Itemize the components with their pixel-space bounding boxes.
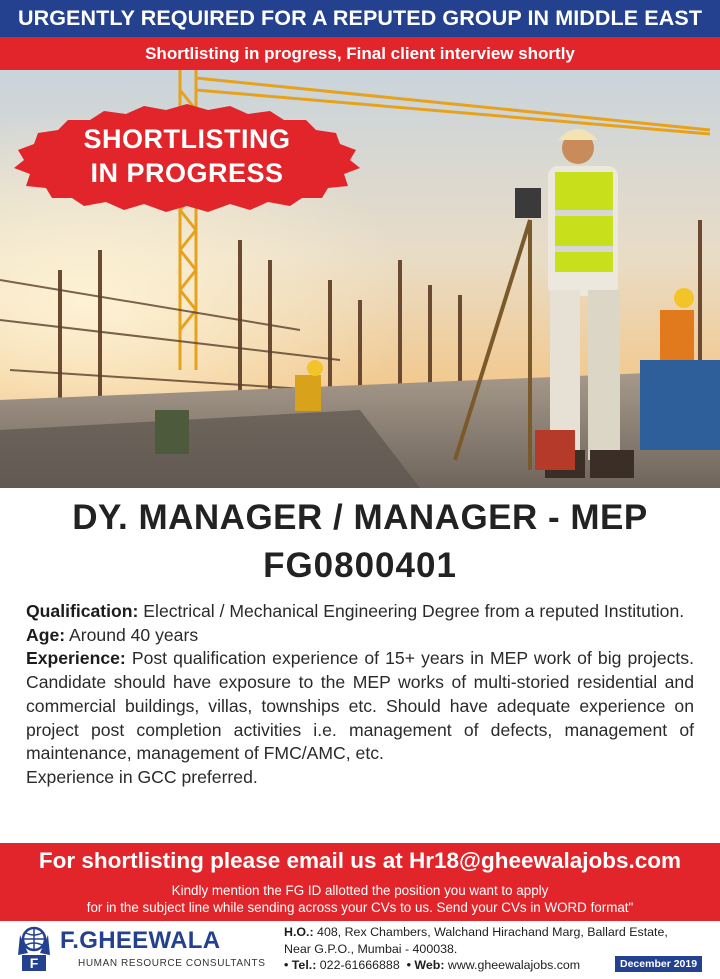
address-line-1 — [284, 924, 714, 941]
tel-label: • Tel.: — [284, 958, 317, 972]
top-banner — [0, 0, 720, 37]
address-line-2: Near G.P.O., Mumbai - 400038. — [284, 942, 458, 956]
experience-text: Post qualification experience of 15+ years in MEP work of big projects. Candidate should have exposure to the MEP works of multi-storied residential and commercial buildings, villas, townships etc. Should have adequate experience on project post completion activities i.e. management of defects, management of maintenance, management of FMC/AMC, etc. — [26, 648, 694, 764]
ho-text: 408, Rex Chambers, Walchand Hirachand Marg, Ballard Estate, — [313, 925, 668, 939]
ho-label: H.O.: — [284, 925, 314, 939]
web-value[interactable]: www.gheewalajobs.com — [444, 958, 581, 972]
tel-value[interactable]: 022-61666888 — [316, 958, 400, 972]
gheewala-logo-icon — [14, 925, 54, 973]
age-text: Around 40 years — [65, 624, 199, 645]
date-badge: December 2019 — [615, 956, 702, 972]
svg-text:F: F — [29, 955, 39, 971]
apply-note — [0, 882, 720, 916]
experience-row — [26, 647, 694, 766]
job-title: DY. MANAGER / MANAGER - MEP — [72, 498, 648, 537]
contact-line — [284, 958, 580, 972]
brand-tagline: HUMAN RESOURCE CONSULTANTS — [78, 958, 266, 969]
apply-note-line-1: Kindly mention the FG ID allotted the position you want to apply — [171, 883, 549, 898]
shortlisting-stamp — [12, 102, 362, 214]
qualification-label: Qualification: — [26, 601, 139, 621]
age-row — [26, 624, 694, 648]
brand-name: F.GHEEWALA — [60, 927, 221, 954]
stamp-line-1: SHORTLISTING — [83, 124, 291, 154]
experience-label: Experience: — [26, 648, 126, 669]
qualification-text: Electrical / Mechanical Engineering Degree from a reputed Institution. — [138, 601, 685, 621]
gcc-row: Experience in GCC preferred. — [26, 766, 258, 787]
apply-note-line-2: for in the subject line while sending across your CVs to us. Send your CVs in WORD format" — [86, 900, 634, 915]
head-office-address — [284, 924, 714, 958]
age-label: Age: — [26, 624, 66, 645]
qualification-row — [26, 600, 694, 624]
job-details — [26, 600, 694, 790]
stamp-line-2: IN PROGRESS — [90, 158, 284, 188]
web-label: • Web: — [399, 958, 445, 972]
banner-title: URGENTLY REQUIRED FOR A REPUTED GROUP IN MIDDLE EAST — [17, 6, 703, 30]
banner-subtitle: Shortlisting in progress, Final client interview shortly — [145, 44, 575, 63]
job-code: FG0800401 — [263, 546, 457, 585]
sub-banner — [0, 37, 720, 70]
apply-email-headline[interactable]: For shortlisting please email us at Hr18@gheewalajobs.com — [38, 848, 682, 873]
stamp-text — [12, 122, 362, 190]
